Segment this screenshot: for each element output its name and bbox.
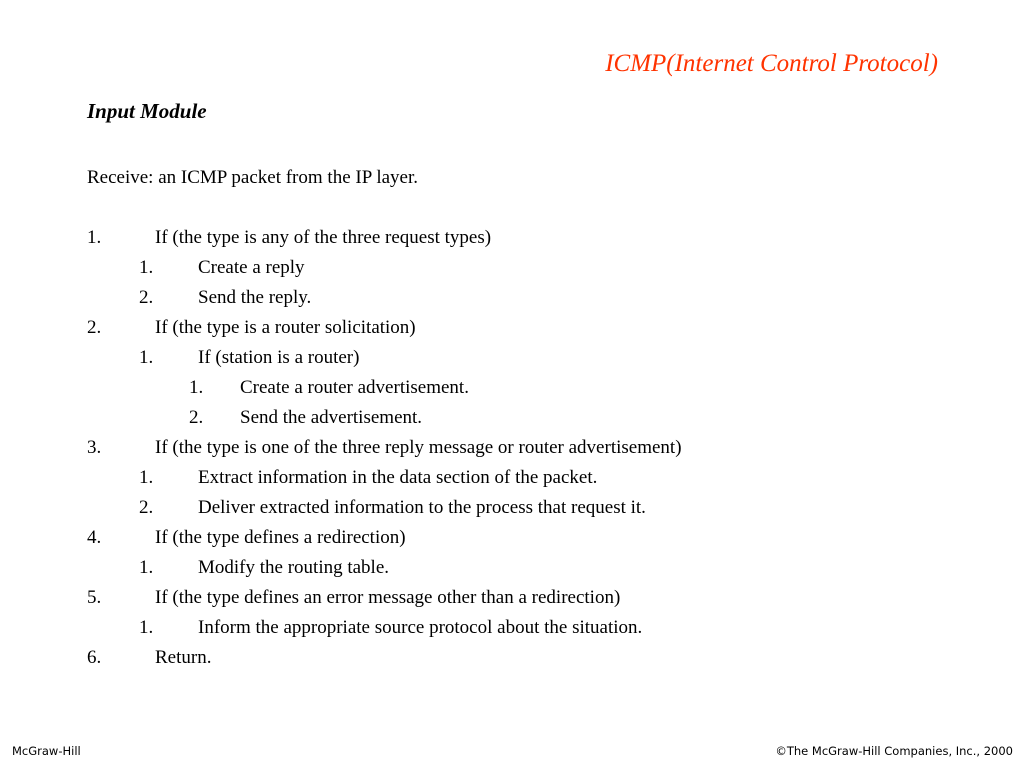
step-text: If (station is a router) <box>198 347 360 368</box>
step-item-level-1 <box>0 316 1024 346</box>
step-number: 1. <box>139 557 154 578</box>
step-item-level-1 <box>0 226 1024 256</box>
step-item-level-1 <box>0 646 1024 676</box>
step-text: If (the type defines an error message other than a redirection) <box>155 587 621 608</box>
step-number: 1. <box>139 347 154 368</box>
step-text: Create a router advertisement. <box>240 377 469 398</box>
step-number: 1. <box>87 227 102 248</box>
step-number: 6. <box>87 647 102 668</box>
step-text: Extract information in the data section of the packet. <box>198 467 598 488</box>
step-item-level-2 <box>0 346 1024 376</box>
step-item-level-3 <box>0 406 1024 436</box>
step-item-level-2 <box>0 616 1024 646</box>
step-item-level-2 <box>0 466 1024 496</box>
step-text: If (the type is any of the three request types) <box>155 227 492 248</box>
step-number: 5. <box>87 587 102 608</box>
step-number: 4. <box>87 527 102 548</box>
step-item-level-2 <box>0 496 1024 526</box>
slide-title: ICMP(Internet Control Protocol) <box>605 50 938 77</box>
step-text: Return. <box>155 647 212 668</box>
algorithm-steps-list <box>0 226 1024 676</box>
step-number: 3. <box>87 437 102 458</box>
step-text: Inform the appropriate source protocol about the situation. <box>198 617 643 638</box>
footer-publisher: McGraw-Hill <box>12 744 81 758</box>
section-subtitle: Input Module <box>87 99 207 123</box>
step-number: 1. <box>189 377 204 398</box>
step-number: 2. <box>189 407 204 428</box>
step-text: Send the reply. <box>198 287 312 308</box>
step-number: 2. <box>139 287 154 308</box>
step-item-level-2 <box>0 256 1024 286</box>
step-text: Modify the routing table. <box>198 557 390 578</box>
step-number: 2. <box>139 497 154 518</box>
step-item-level-3 <box>0 376 1024 406</box>
step-item-level-1 <box>0 436 1024 466</box>
step-text: Create a reply <box>198 257 305 278</box>
step-text: If (the type defines a redirection) <box>155 527 406 548</box>
step-number: 1. <box>139 257 154 278</box>
step-text: Send the advertisement. <box>240 407 423 428</box>
step-number: 1. <box>139 467 154 488</box>
receive-statement: Receive: an ICMP packet from the IP layer. <box>87 167 418 188</box>
step-number: 2. <box>87 317 102 338</box>
step-item-level-2 <box>0 556 1024 586</box>
step-number: 1. <box>139 617 154 638</box>
step-text: Deliver extracted information to the process that request it. <box>198 497 646 518</box>
step-text: If (the type is a router solicitation) <box>155 317 416 338</box>
footer-copyright: ©The McGraw-Hill Companies, Inc., 2000 <box>775 744 1013 758</box>
step-item-level-1 <box>0 586 1024 616</box>
step-item-level-2 <box>0 286 1024 316</box>
step-item-level-1 <box>0 526 1024 556</box>
step-text: If (the type is one of the three reply message or router advertisement) <box>155 437 682 458</box>
